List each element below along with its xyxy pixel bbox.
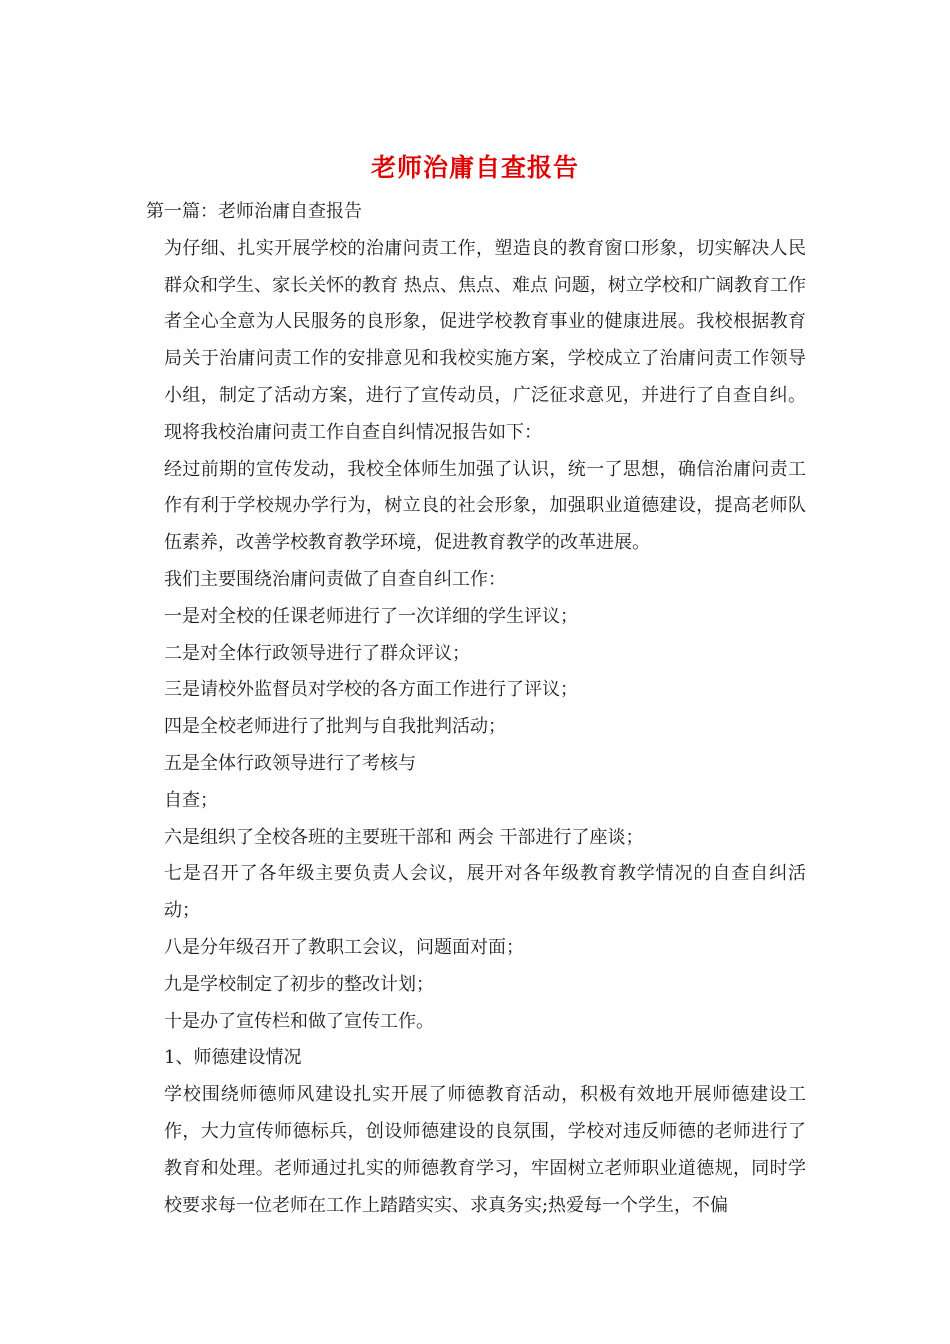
list-item-7: 七是召开了各年级主要负责人会议，展开对各年级教育教学情况的自查自纠活动； (164, 863, 806, 922)
list-item-6: 六是组织了全校各班的主要班干部和 两会 干部进行了座谈； (164, 826, 644, 848)
document-body (146, 194, 806, 1224)
paragraph-intro: 为仔细、扎实开展学校的治庸问责工作，塑造良的教育窗口形象，切实解决人民群众和学生、家长关怀的教育 热点、焦点、难点 问题，树立学校和广阔教育工作者全心全意为人民服务的良形象，促进学校教育事业的健康进展。我校根据教育局关于治庸问责工作的安排意见和我校实施方案，学校成立了治庸问责工作领导小组，制定了活动方案，进行了宣传动员，广泛征求意见，并进行了自查自纠。现将我校治庸问责工作自查自纠情况报告如下： (164, 237, 806, 443)
paragraph-awareness: 经过前期的宣传发动，我校全体师生加强了认识，统一了思想，确信治庸问责工作有利于学校规办学行为，树立良的社会形象，加强职业道德建设，提高老师队伍素养，改善学校教育教学环境，促进教育教学的改革进展。 (164, 458, 806, 554)
paragraph-work-summary: 我们主要围绕治庸问责做了自查自纠工作： (164, 568, 506, 590)
list-item-1: 一是对全校的任课老师进行了一次详细的学生评议； (164, 605, 578, 627)
list-item-10: 十是办了宣传栏和做了宣传工作。 (164, 1010, 434, 1032)
list-item-8: 八是分年级召开了教职工会议，问题面对面； (164, 936, 524, 958)
paragraph-ethics: 学校围绕师德师风建设扎实开展了师德教育活动，积极有效地开展师德建设工作，大力宣传师德标兵，创设师德建设的良氛围，学校对违反师德的老师进行了教育和处理。老师通过扎实的师德教育学习，牢固树立老师职业道德规，同时学校要求每一位老师在工作上踏踏实实、求真务实;热爱每一个学生，不偏 (164, 1084, 806, 1216)
list-item-3: 三是请校外监督员对学校的各方面工作进行了评议； (164, 679, 578, 701)
document-title: 老师治庸自查报告 (370, 153, 579, 182)
list-item-5: 五是全体行政领导进行了考核与 (164, 752, 416, 774)
list-item-9: 九是学校制定了初步的整改计划； (164, 973, 434, 995)
list-item-2: 二是对全体行政领导进行了群众评议； (164, 642, 470, 664)
document-subtitle: 第一篇：老师治庸自查报告 (146, 201, 362, 222)
list-item-5-continued: 自查； (164, 789, 218, 811)
section-heading-ethics: 1、师德建设情况 (164, 1047, 302, 1069)
list-item-4: 四是全校老师进行了批判与自我批判活动； (164, 716, 506, 738)
